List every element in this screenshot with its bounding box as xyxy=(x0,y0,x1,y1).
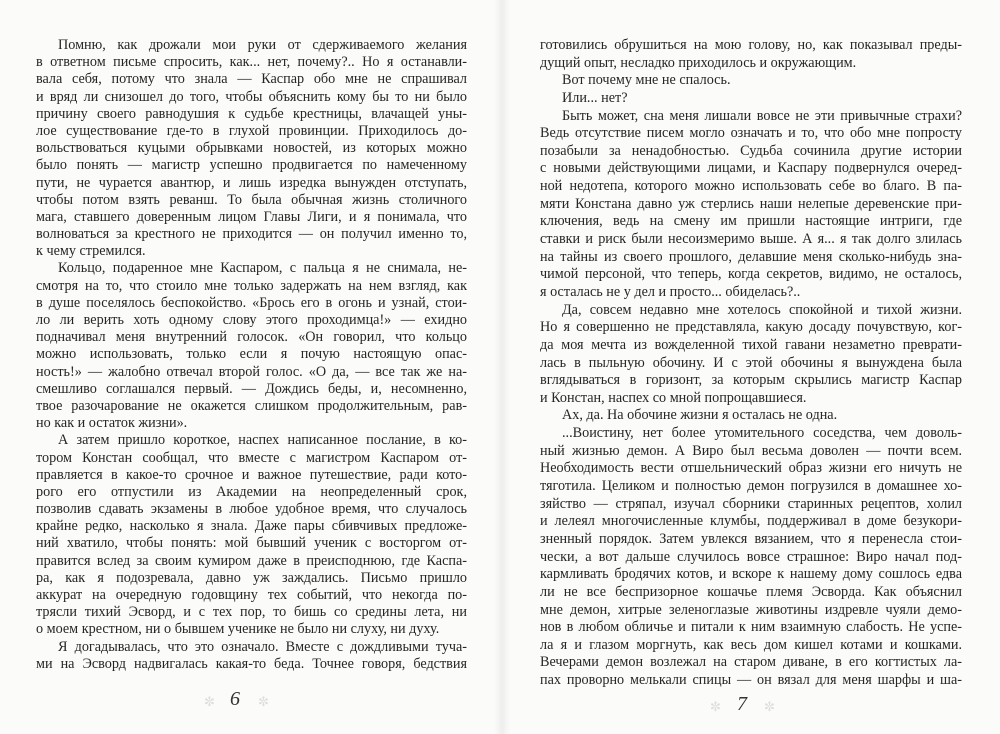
text-line: ный жизнью демон. А Виро был весьма доволен — почти всем. xyxy=(540,442,962,459)
text-line: лое существование где-то в глухой провинции. Приходилось до- xyxy=(36,122,467,139)
text-line: Кольцо, подаренное мне Каспаром, с пальца я не снимала, не- xyxy=(58,260,467,277)
text-line: пути, не чурается авантюр, и лишь изредка вынужден отступать, xyxy=(36,174,467,191)
text-line: правляется в какое-то срочное и важное путешествие, ради кото- xyxy=(36,466,467,483)
left-page-text xyxy=(36,37,467,673)
text-line: но как и остаток жизни». xyxy=(36,415,188,432)
text-line: и вряд ли снизошел до того, чтобы объяснить кому бы то ни было xyxy=(36,88,467,105)
text-line: Вот почему мне не спалось. xyxy=(562,72,731,89)
right-page-text xyxy=(540,37,962,690)
text-line: крайне редко, насколько я знала. Даже пары сбивчивых предложе- xyxy=(36,518,467,535)
text-line: вала себя, потому что знала — Каспар обо мне не спрашивал xyxy=(36,71,467,88)
text-line: Или... нет? xyxy=(562,89,628,106)
text-line: в ответном письме спросить, как... нет, почему?.. Но я останавли- xyxy=(36,54,467,71)
text-line: чески, а вот дальше случилось вовсе страшное: Виро начал под- xyxy=(540,548,962,565)
text-line: готовились обрушиться на мою голову, но, как показывал преды- xyxy=(540,37,962,53)
text-line: правится вслед за своим кумиром даже в преисподнюю, где Каспа- xyxy=(36,552,467,569)
text-line: трясли тихий Эсворд, и с тех пор, то бишь со средины лета, ни xyxy=(36,604,467,621)
text-line: ми на Эсворд надвигалась какая-то беда. Точнее говоря, бедствия xyxy=(36,655,467,672)
text-line: кармливать бродячих котов, и вскоре к нашему дому сошлось едва xyxy=(540,566,962,583)
text-line: с новыми действующими лицами, и Каспару подвернулся очеред- xyxy=(540,160,962,177)
page-number-right: 7 xyxy=(737,693,747,715)
text-line: ний хватило, чтобы понять: мой бывший ученик с восторгом от- xyxy=(36,535,467,552)
book-gutter xyxy=(494,0,510,734)
text-line: чтобы потом взять реванш. То была обычная жизнь столичного xyxy=(36,191,467,208)
text-line: Быть может, сна меня лишали вовсе не эти привычные страхи? xyxy=(562,107,962,124)
text-line: чимой персоной, что теперь, когда секретов, видимо, не осталось, xyxy=(540,266,962,283)
ornament-icon: ✼ xyxy=(710,699,721,714)
text-line: можно использовать, только если я почую настоящую опас- xyxy=(36,346,467,363)
text-line: и лелеял многочисленные клумбы, поддерживал в доме безукори- xyxy=(540,513,962,530)
ornament-icon: ✼ xyxy=(258,694,269,709)
text-line: Но я совершенно не представляла, какую досаду почувствую, ког- xyxy=(540,319,962,336)
text-line: да моя мечта из вожделенной тихой гавани незаметно преврати- xyxy=(540,336,962,353)
text-line: ли не все беспризорное кошачье племя Эсворда. Как объяснил xyxy=(540,583,962,600)
page-number-left: 6 xyxy=(230,688,240,710)
text-line: пах проворно мелькали спицы — он вязал для меня шарфы и ша- xyxy=(540,672,962,689)
text-line: аккурат на очередную годовщину тех событий, что некогда по- xyxy=(36,587,467,603)
text-line: зненный порядок. Затем увлекся вязанием, что я перенесла стои- xyxy=(540,530,962,547)
text-line: мага, ставшего доверенным лицом Главы Лиги, и я понимала, что xyxy=(36,208,467,225)
text-line: ставки и риск были несоизмеримо выше. А я... я так долго злилась xyxy=(540,231,962,248)
text-line: дущий опыт, несладко приходилось и окружающим. xyxy=(540,54,857,71)
text-line: на тайны из своего прошлого, делавшие меня сколько-нибудь зна- xyxy=(540,248,962,265)
text-line: ной недотепа, которого можно использовать себе во благо. В па- xyxy=(540,178,962,195)
text-line: А затем пришло короткое, наспех написанное послание, в ко- xyxy=(58,432,467,449)
text-line: в душе поселялось беспокойство. «Брось его в огонь и узнай, стои- xyxy=(36,294,467,311)
text-line: смешливо соглашался первый. — Дождись беды, и, несомненно, xyxy=(36,380,467,397)
text-line: и Констан, наспех со мной попрощавшиеся. xyxy=(540,389,807,406)
text-line: Вечерами демон возлежал на старом диване, в его когтистых ла- xyxy=(540,654,962,671)
text-line: к чему стремился. xyxy=(36,243,146,260)
text-line: лась в пыльную обочину. И с этой обочины я вынуждена была xyxy=(540,354,962,371)
text-line: о моем крестном, ни о бывшем ученике не было ни слуху, ни духу. xyxy=(36,621,440,638)
text-line: Ах, да. На обочине жизни я осталась не одна. xyxy=(562,407,838,424)
text-line: зяйство — стряпал, изучал сборники старинных рецептов, холил xyxy=(540,495,962,512)
text-line: Ведь отсутствие писем могло означать и то, что обо мне попросту xyxy=(540,125,962,142)
text-line: ло ли верить хоть одному слову этого проходимца!» — ехидно xyxy=(36,312,467,328)
text-line: подначивал меня внутренний голосок. «Он говорил, что кольцо xyxy=(36,329,467,346)
text-line: Я догадывалась, что это означало. Вместе с дождливыми туча- xyxy=(58,638,467,655)
text-line: вольствоваться куцыми обрывками новостей, из которых можно xyxy=(36,140,467,157)
text-line: ключения, ведь на смену им пришли настоящие интриги, где xyxy=(540,213,962,230)
ornament-icon: ✼ xyxy=(204,694,215,709)
text-line: Необходимость вести отшельнический образ жизни его ничуть не xyxy=(540,460,962,477)
text-line: тяготила. Целиком и полностью демон погрузился в домашнее хо- xyxy=(540,478,962,495)
text-line: причину своего равнодушия к судьбе крестницы, влачащей уны- xyxy=(36,105,467,122)
text-line: нов в любом обличье и питали к ним взаимную слабость. Не успе- xyxy=(540,619,962,636)
text-line: ра, как я подозревала, давно уж заждались. Письмо пришло xyxy=(36,569,467,586)
ornament-icon: ✼ xyxy=(764,699,775,714)
text-line: тором Констан сообщал, что вместе с магистром Каспаром от- xyxy=(36,449,467,466)
text-line: было понять — магистр успешно продвигается по намеченному xyxy=(36,157,467,174)
text-line: смотря на то, что стоило мне только задержать на нем взгляд, как xyxy=(36,277,467,294)
text-line: Помню, как дрожали мои руки от сдерживаемого желания xyxy=(58,37,467,53)
text-line: позволив сдавать экзамены в любое удобное время, что случалось xyxy=(36,501,467,518)
text-line: ...Воистину, нет более утомительного соседства, чем доволь- xyxy=(562,425,962,442)
text-line: я осталась не у дел и просто... обиделась?.. xyxy=(540,283,801,300)
text-line: волноваться за крестного не приходится — он получил именно то, xyxy=(36,226,467,243)
text-line: рого его отпустили из Академии на неопределенный срок, xyxy=(36,483,467,500)
text-line: мяти Констана давно уж стерлись наши нелепые деревенские при- xyxy=(540,195,962,212)
text-line: вглядываться в горизонт, за которым скрылись магистр Каспар xyxy=(540,372,962,389)
text-line: ность!» — жалобно отвечал второй голос. «О да, — все так же на- xyxy=(36,363,467,380)
text-line: позабыли за ненадобностью. Судьба сочинила другие истории xyxy=(540,142,962,159)
text-line: Да, совсем недавно мне хотелось спокойной и тихой жизни. xyxy=(562,301,962,318)
text-line: ла я и глазом моргнуть, как весь дом кишел котами и кошками. xyxy=(540,636,962,653)
text-line: твое разочарование не окажется слишком продолжительным, рав- xyxy=(36,397,467,414)
text-line: мне демон, хитрые зеленоглазые животины издревле чуяли демо- xyxy=(540,601,962,618)
